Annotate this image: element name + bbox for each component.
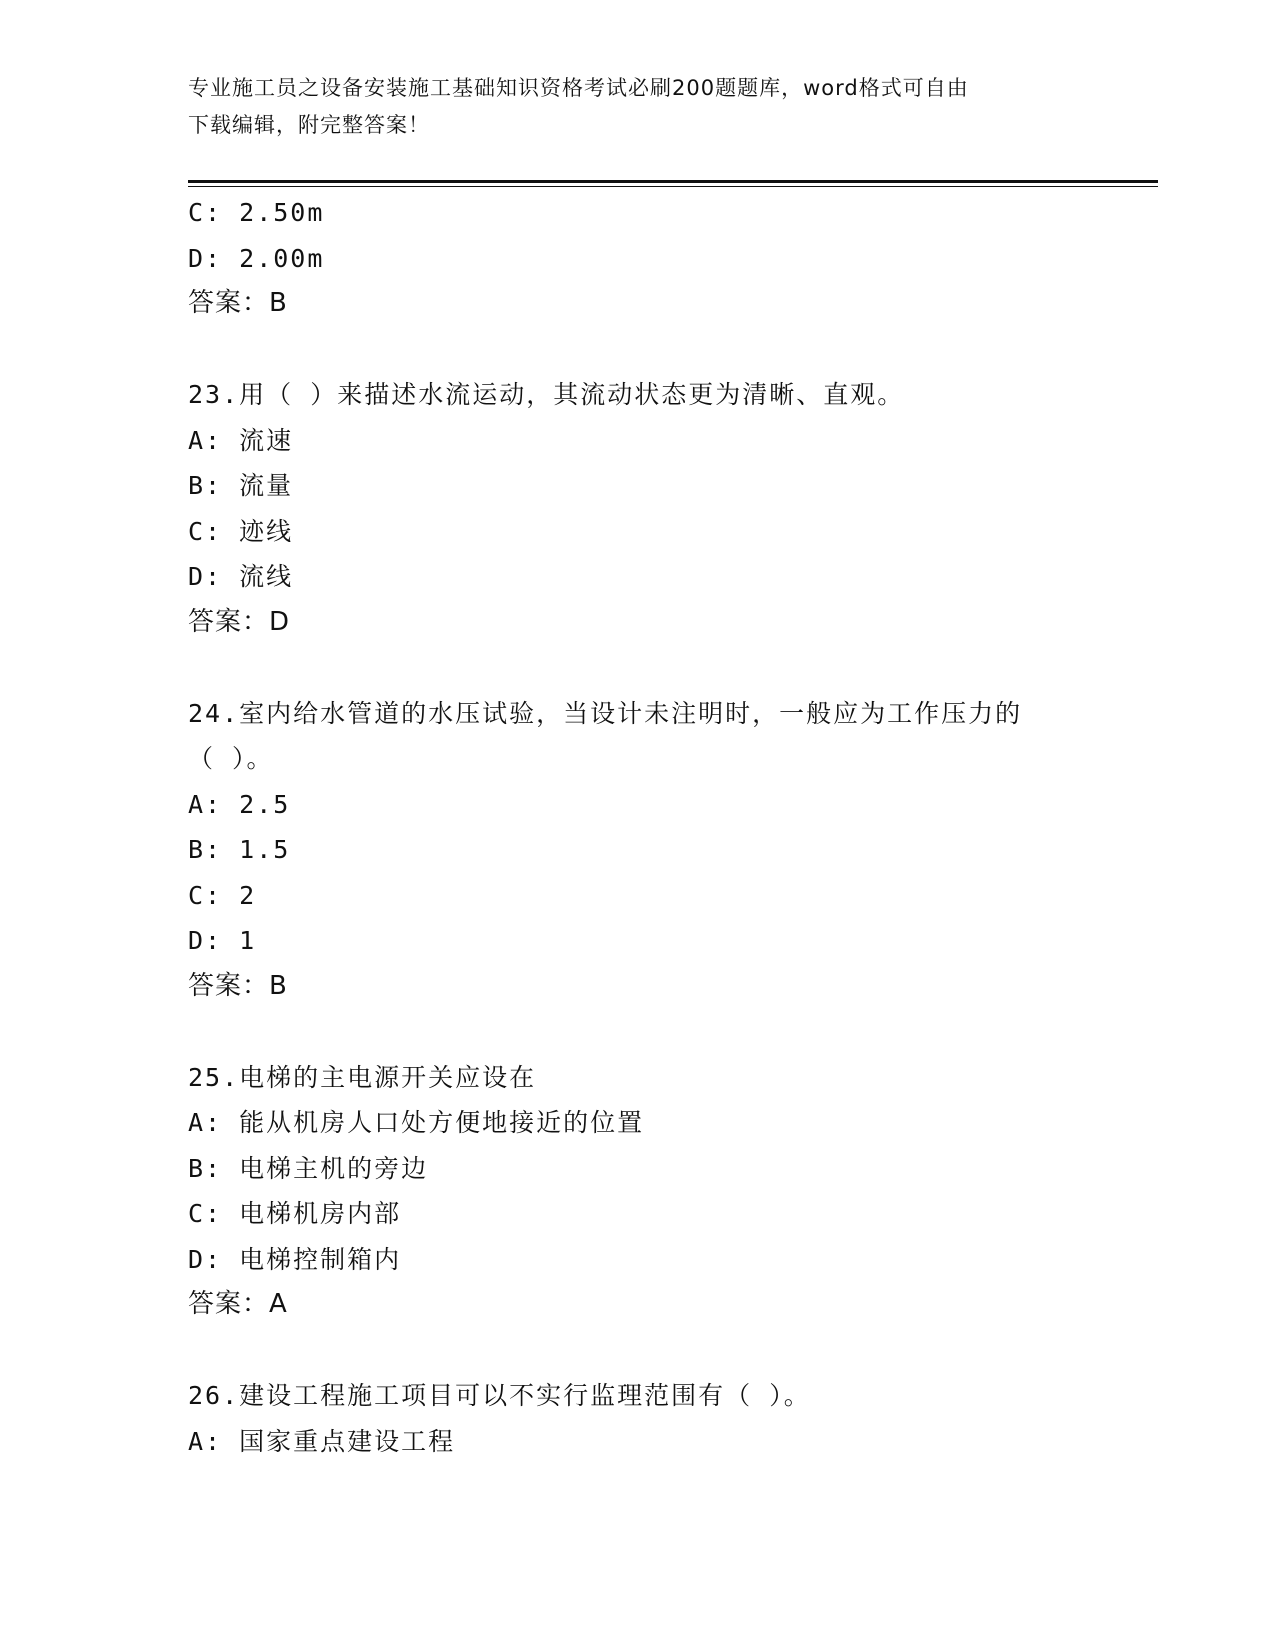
question-stem: 23.用（ ）来描述水流运动，其流动状态更为清晰、直观。 [188,380,905,409]
header-line-2: 下载编辑，附完整答案！ [188,113,430,137]
answer: 答案：D [188,606,291,637]
option-b: B: 流量 [188,471,294,500]
question-22-tail [188,190,1148,327]
option-d: D: 电梯控制箱内 [188,1244,402,1274]
question-stem: 25.电梯的主电源开关应设在 [188,1062,537,1092]
document-header [188,70,1078,144]
option-b: B: 1.5 [188,835,291,864]
option-d: D: 2.00m [188,243,325,273]
question-list [188,190,1148,1464]
spacer [188,327,1148,373]
question-25 [188,1055,1148,1328]
option-a: A: 2.5 [188,789,291,819]
option-a: A: 国家重点建设工程 [188,1426,456,1456]
answer: 答案：A [188,1289,288,1319]
spacer [188,645,1148,691]
header-divider-thin [188,186,1158,187]
question-stem: 24.室内给水管道的水压试验，当设计未注明时，一般应为工作压力的 [188,698,1023,728]
answer: 答案：B [188,288,288,318]
option-d: D: 1 [188,926,257,955]
header-line-1: 专业施工员之设备安装施工基础知识资格考试必刷200题题库，word格式可自由 [188,76,969,100]
option-c: C: 迹线 [188,516,294,546]
question-stem: 26.建设工程施工项目可以不实行监理范围有（ ）。 [188,1381,811,1410]
option-c: C: 电梯机房内部 [188,1199,402,1228]
question-24 [188,691,1148,1010]
option-a: A: 流速 [188,425,294,455]
question-26 [188,1373,1148,1464]
question-stem-continued: （ ）。 [188,744,274,773]
option-a: A: 能从机房人口处方便地接近的位置 [188,1108,645,1137]
answer: 答案：B [188,970,288,1001]
spacer [188,1009,1148,1055]
option-d: D: 流线 [188,562,294,591]
spacer [188,1328,1148,1374]
header-divider-thick [188,180,1158,183]
option-c: C: 2.50m [188,198,325,227]
option-c: C: 2 [188,880,257,910]
question-23 [188,372,1148,645]
option-b: B: 电梯主机的旁边 [188,1153,429,1183]
